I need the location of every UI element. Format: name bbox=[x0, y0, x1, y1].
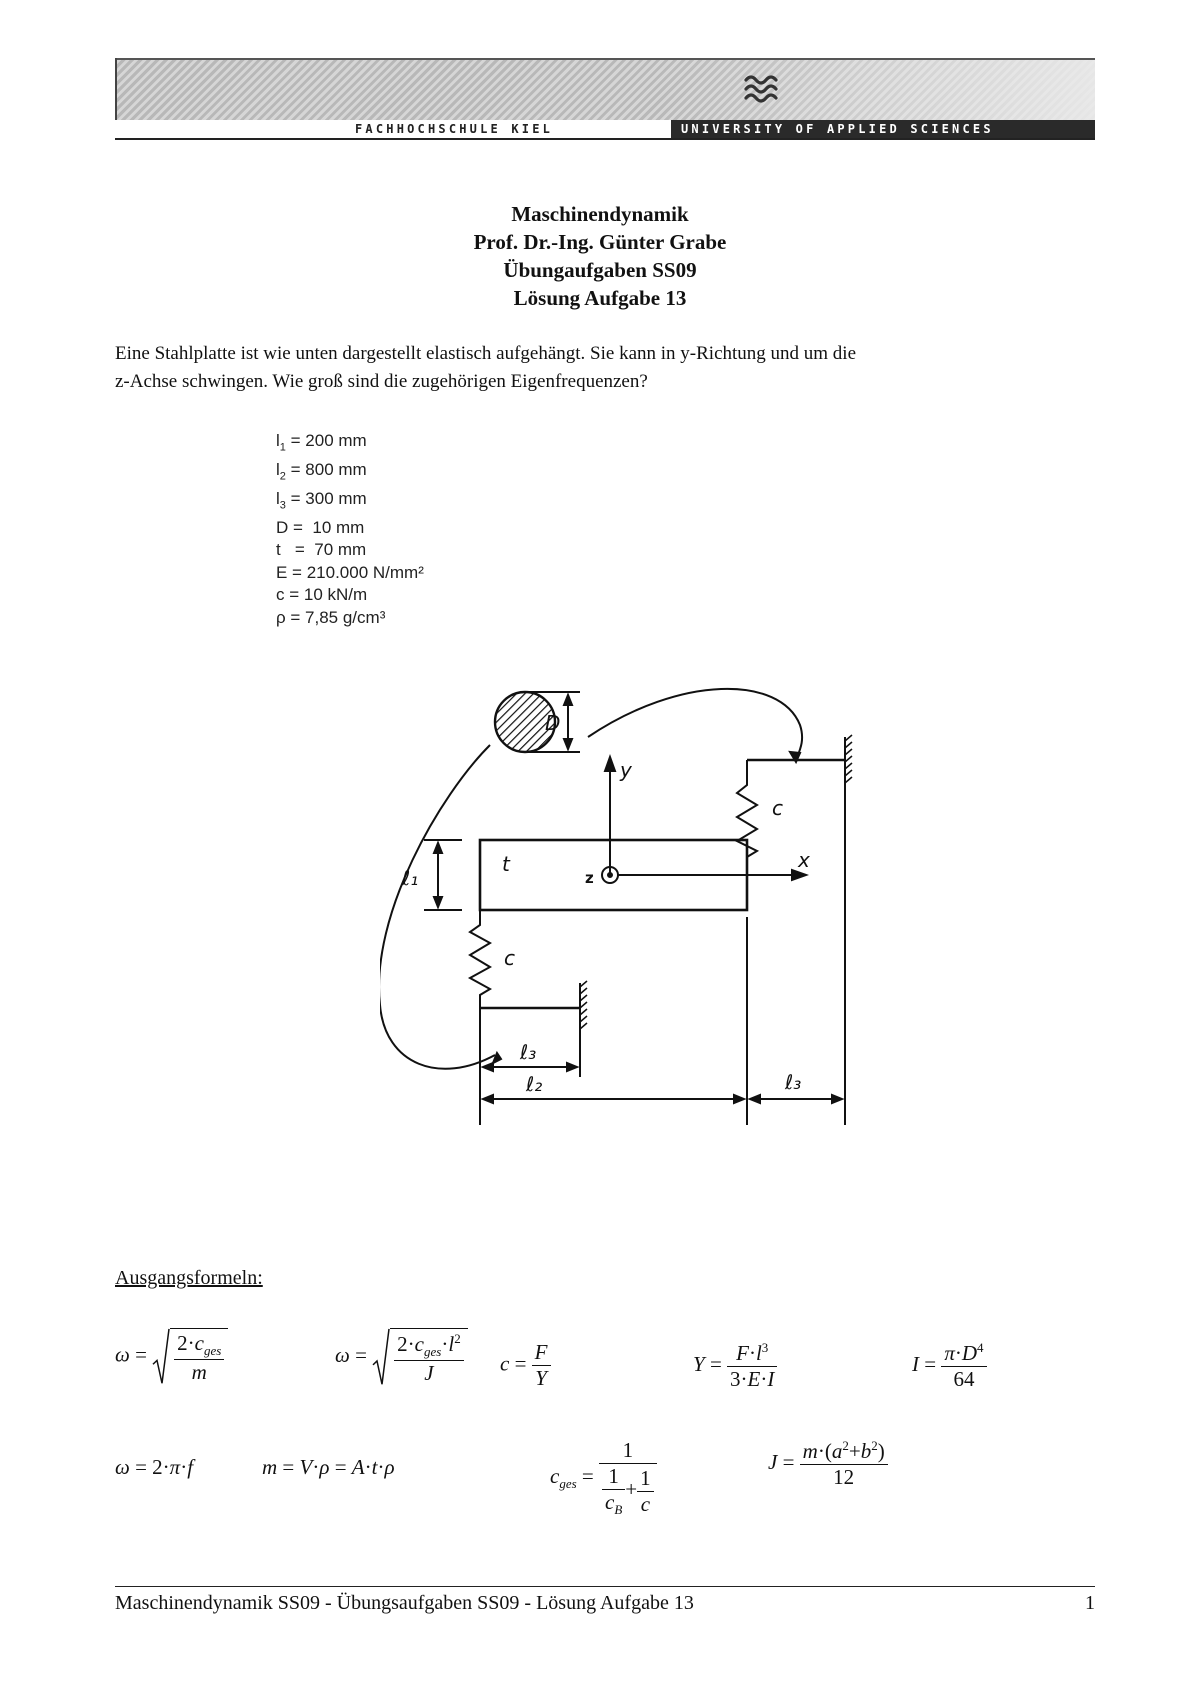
label-l3-left: ℓ₃ bbox=[520, 1040, 537, 1064]
formula-omega-translation: ω = $\frac{2\cdot c_{ges}}{m}$ bbox=[115, 1328, 228, 1385]
param-t: t = 70 mm bbox=[276, 540, 367, 560]
system-diagram bbox=[380, 685, 940, 1230]
param-l3: $l_3 = 300$ mm bbox=[276, 488, 367, 512]
label-c-top: c bbox=[772, 796, 783, 820]
problem-statement: Eine Stahlplatte ist wie unten dargestellt elastisch aufgehängt. Sie kann in y-Richtung und um die z-Achse schwingen. Wie groß sind die zugehörigen Eigenfrequenzen? bbox=[115, 343, 857, 392]
param-l1: $l_1 = 200$ mm bbox=[276, 431, 367, 454]
label-l3-right: ℓ₃ bbox=[785, 1070, 802, 1094]
param-rho: ρ = 7,85 g/cm³ bbox=[276, 607, 386, 627]
param-l2: $l_2 = 800$ mm bbox=[276, 459, 367, 483]
solution-title: Lösung Aufgabe 13 bbox=[513, 286, 687, 310]
page-footer bbox=[115, 1592, 1095, 1615]
parameter-list bbox=[276, 430, 424, 629]
label-c-bottom: c bbox=[504, 946, 515, 970]
footer-rule bbox=[115, 1586, 1095, 1587]
header-banner bbox=[115, 58, 1095, 140]
formula-frequency: ω = 2·π·f bbox=[115, 1455, 194, 1479]
label-D: D bbox=[545, 711, 561, 735]
param-c: c = 10 kN/m bbox=[276, 585, 368, 605]
label-z: z bbox=[585, 869, 594, 887]
param-E: E = 210.000 N/mm² bbox=[276, 562, 424, 582]
formula-stiffness: c = $\frac{F}{Y}$ bbox=[500, 1340, 551, 1391]
page-number: 1 bbox=[1085, 1592, 1095, 1614]
param-D: D = 10 mm bbox=[276, 517, 365, 537]
course-title: Maschinendynamik bbox=[511, 202, 689, 226]
label-l1: ℓ₁ bbox=[402, 866, 419, 890]
institution-name-left: FACHHOCHSCHULE KIEL bbox=[355, 120, 670, 138]
institution-name-right: UNIVERSITY OF APPLIED SCIENCES bbox=[671, 120, 1095, 138]
document-title-block bbox=[0, 200, 1200, 312]
formula-area-moment: I = $\frac{\pi\cdot D^4}{64}$ bbox=[912, 1340, 987, 1392]
formula-mass: m = V·ρ = A·t·ρ bbox=[262, 1455, 395, 1479]
label-t: t bbox=[502, 852, 510, 876]
formula-series-stiffness: $c_{ges}$ = 1 $\frac{1}{c_B}$ + $\frac{1}{c}$ bbox=[550, 1438, 657, 1518]
formula-deflection: Y = $\frac{F\cdot l^3}{3\cdot E\cdot I}$ bbox=[693, 1340, 777, 1392]
section-title: Ausgangsformeln: bbox=[115, 1267, 263, 1289]
formula-omega-rotation: ω = $\frac{2\cdot c_{ges}\cdot l^2}{J}$ bbox=[335, 1328, 468, 1386]
label-x: x bbox=[798, 848, 810, 872]
university-logo-icon bbox=[743, 72, 783, 106]
spring-bottom bbox=[470, 910, 490, 1008]
label-y: y bbox=[620, 758, 632, 782]
footer-text: Maschinendynamik SS09 - Übungsaufgaben SS09 - Lösung Aufgabe 13 bbox=[115, 1592, 694, 1614]
professor-name: Prof. Dr.-Ing. Günter Grabe bbox=[473, 230, 727, 254]
formula-mass-moment: J = $\frac{m\cdot(a^2+b^2)}{12}$ bbox=[768, 1438, 888, 1490]
label-l2: ℓ₂ bbox=[526, 1072, 543, 1096]
exercise-set: Übungaufgaben SS09 bbox=[503, 258, 697, 282]
